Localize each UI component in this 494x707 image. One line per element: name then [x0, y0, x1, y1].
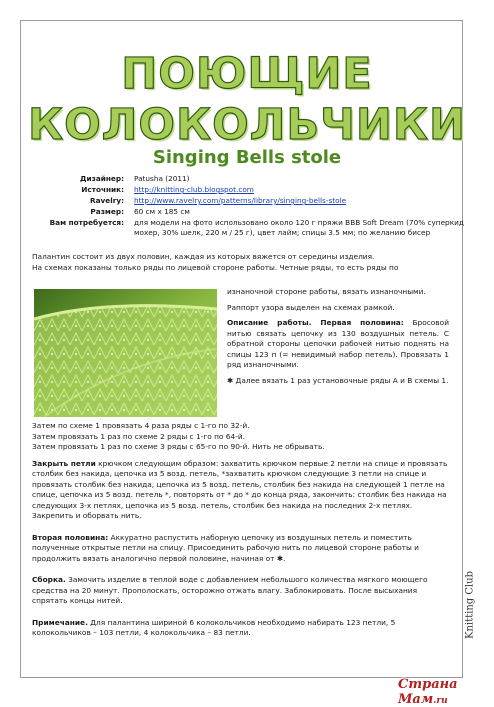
description-column	[227, 287, 449, 391]
right-paragraph-2: Раппорт узора выделен на схемах рамкой.	[227, 302, 395, 312]
first-half-text: Бросовой нитью связать цепочку из 130 воздушных петель. С обратной стороны цепочки рабочей нитью поднять на спицы 123 п (= невидимый набор петель). Провязать 1 ряд изнаночными.	[227, 318, 449, 369]
section-heading-first-half: Описание работы. Первая половина:	[227, 318, 404, 327]
note-text: Для палантина шириной 6 колокольчиков необходимо набирать 123 петли, 5 колокольчиков – 103 петли, 4 колокольчика – 83 петли.	[32, 617, 396, 637]
info-row-size	[34, 207, 474, 217]
instruction-line: Затем провязать 1 раз по схеме 2 ряды с 1-го по 64-й.	[32, 431, 246, 441]
info-value: для модели на фото использовано около 120 г пряжи BBB Soft Dream (70% суперкид мохер, 30% шелк, 220 м / 25 г), цвет лайм; спицы 3.5 мм; по желанию бисер	[134, 218, 464, 237]
source-link[interactable]: http://knitting-club.blogspot.com	[134, 185, 254, 194]
stole-photo	[34, 289, 217, 417]
assembly-heading: Сборка.	[32, 575, 66, 584]
info-row-designer	[34, 174, 474, 184]
ravelry-link[interactable]: http://www.ravelry.com/patterns/library/singing-bells-stole	[134, 196, 347, 205]
bind-off-text: крючком следующим образом: захватить крючком первые 2 петли на спице и провязать столбик без накида, цепочка из 5 возд. петель, *захватить крючком следующие 3 петли на спице и провязать столбик без накида, цепочка из 5 возд. петель, столбик без накида на следующей 1 петле на спице, цепочка из 5 возд. петель *, повторять от * до * до конца ряда, закончить: столбик без накида на следующих 3-х петлях, цепочка из 5 возд. петель, столбик без накида на последних 2-х петлях. Закрепить и оборвать нить.	[32, 458, 448, 520]
title-line-2: КОЛОКОЛЬЧИКИ	[27, 100, 467, 150]
pattern-info	[34, 174, 474, 239]
info-row-materials	[34, 218, 474, 238]
bind-off-paragraph	[32, 459, 454, 522]
right-paragraph-1: изнаночной стороне работы, вязать изнаночными.	[227, 287, 426, 296]
subtitle: Singing Bells stole	[152, 147, 342, 168]
info-key: Ravelry:	[89, 196, 124, 205]
second-half-paragraph	[32, 533, 454, 565]
instruction-line: Затем провязать 1 раз по схеме 3 ряды с 65-го по 90-й. Нить не обрывать.	[32, 442, 325, 451]
info-row-source	[34, 185, 474, 195]
note-heading: Примечание.	[32, 617, 88, 627]
watermark: Страна Мам.ru	[398, 677, 458, 707]
info-key: Источник:	[81, 185, 124, 194]
title-line-1: ПОЮЩИЕ	[121, 49, 373, 99]
bind-off-heading: Закрыть петли	[32, 458, 96, 468]
right-paragraph-3	[227, 318, 449, 371]
info-value: 60 см х 185 см	[134, 207, 190, 216]
instruction-line: Затем по схеме 1 провязать 4 раза ряды с 1-го по 32-й.	[32, 421, 250, 430]
note-paragraph	[32, 618, 454, 639]
assembly-paragraph	[32, 575, 454, 607]
intro-line-2: На схемах показаны только ряды по лицевой стороне работы. Четные ряды, то есть ряды по	[32, 262, 399, 272]
info-row-ravelry	[34, 196, 474, 206]
info-key: Вам потребуется:	[49, 218, 124, 227]
intro-line-1: Палантин состоит из двух половин, каждая из которых вяжется от середины изделия.	[32, 252, 375, 261]
second-half-heading: Вторая половина:	[32, 532, 109, 542]
info-key: Размер:	[90, 207, 124, 216]
second-half-text: Аккуратно распустить наборную цепочку из воздушных петель и поместить полученные открытые петли на спицу. Присоединить рабочую нить по лицевой стороне работы и продолжить вязать аналогично первой половине, начиная от ✱.	[32, 532, 419, 563]
right-paragraph-4: ✱ Далее вязать 1 раз установочные ряды А и В схемы 1.	[227, 375, 449, 385]
knitting-club-side-label: Knitting Club	[464, 570, 476, 639]
instructions-text	[32, 421, 454, 639]
intro-text	[32, 252, 454, 273]
info-key: Дизайнер:	[79, 174, 124, 183]
info-value: Patusha (2011)	[134, 174, 190, 183]
assembly-text: Замочить изделие в теплой воде с добавлением небольшого количества мягкого моющего средства на 20 минут. Прополоскать, осторожно отжать влагу. Заблокировать. После высыхания спрятать концы нитей.	[32, 575, 428, 605]
